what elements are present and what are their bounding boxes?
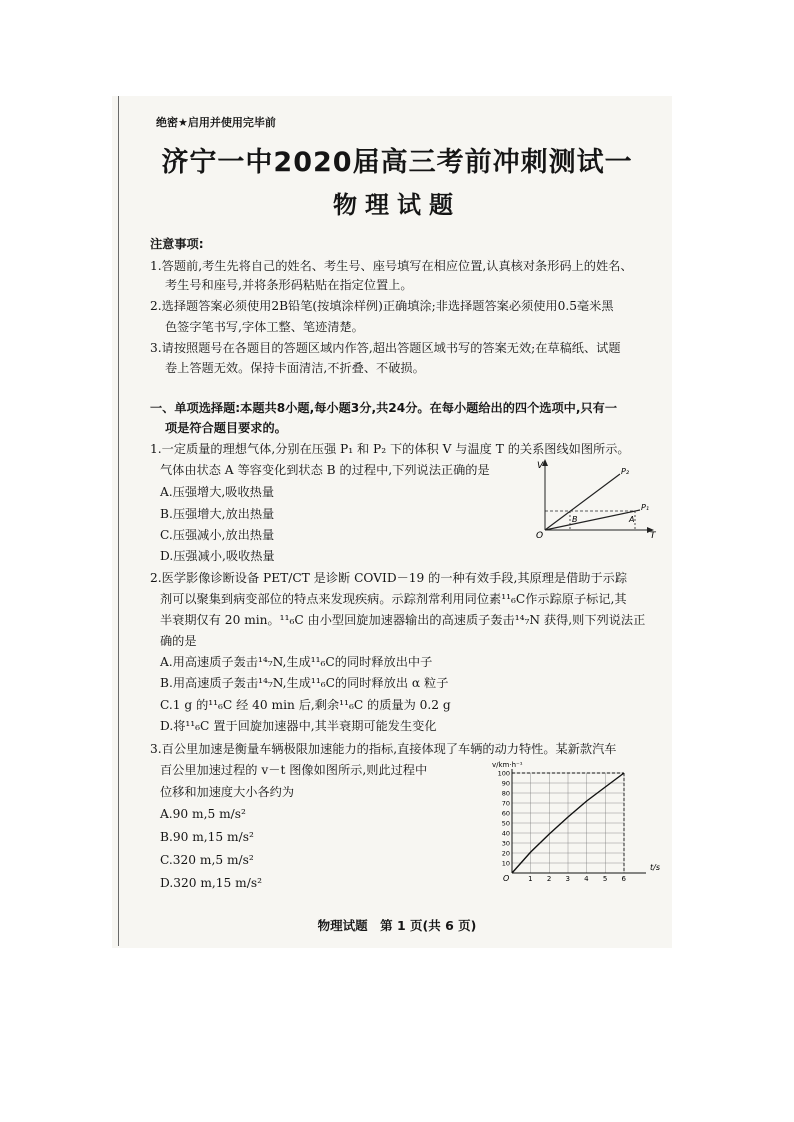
q1-label-b: B xyxy=(572,515,578,524)
q3-option: C.320 m,5 m/s² xyxy=(160,853,254,867)
secret-label: 绝密★启用并使用完毕前 xyxy=(156,116,276,129)
q2-option: B.用高速质子轰击¹⁴₇N,生成¹¹₆C的同时释放出 α 粒子 xyxy=(160,676,449,690)
q1-label-o: O xyxy=(536,531,544,540)
chart-origin-label: O xyxy=(503,874,510,883)
chart-x-tick-label: 1 xyxy=(528,875,533,883)
chart-y-tick-label: 70 xyxy=(501,799,510,808)
chart-y-tick-label: 40 xyxy=(501,829,510,838)
q1-label-p1: P₁ xyxy=(641,503,650,512)
chart-y-tick-label: 60 xyxy=(501,809,510,818)
q3-vt-chart xyxy=(490,760,666,885)
q2-option: D.将¹¹₆C 置于回旋加速器中,其半衰期可能发生变化 xyxy=(160,719,437,733)
q1-vt-graph xyxy=(535,458,660,540)
chart-y-tick-label: 80 xyxy=(501,789,510,798)
q1-label-t: T xyxy=(650,531,656,540)
q1-label-p2: P₂ xyxy=(621,467,630,476)
chart-x-tick-label: 3 xyxy=(565,875,570,883)
notice-line: 3.请按照题号在各题目的答题区域内作答,超出答题区域书写的答案无效;在草稿纸、试题 xyxy=(150,341,621,355)
chart-y-tick-label: 50 xyxy=(501,819,510,828)
page-edge-line xyxy=(118,96,119,946)
q1-option: D.压强减小,吸收热量 xyxy=(160,549,275,563)
notice-line: 2.选择题答案必须使用2B铅笔(按填涂样例)正确填涂;非选择题答案必须使用0.5毫米黑 xyxy=(150,299,614,313)
q1-option: A.压强增大,吸收热量 xyxy=(160,485,275,499)
q1-option: B.压强增大,放出热量 xyxy=(160,507,275,521)
q1-label-a: A xyxy=(629,515,635,524)
chart-x-label: t/s xyxy=(650,863,660,872)
chart-y-label: v/km·h⁻¹ xyxy=(492,761,523,769)
notice-line: 卷上答题无效。保持卡面清洁,不折叠、不破损。 xyxy=(165,361,425,375)
notice-line: 考生号和座号,并将条形码粘贴在指定位置上。 xyxy=(165,278,413,292)
q2-option: A.用高速质子轰击¹⁴₇N,生成¹¹₆C的同时释放出中子 xyxy=(160,655,433,669)
q2-option: C.1 g 的¹¹₆C 经 40 min 后,剩余¹¹₆C 的质量为 0.2 g xyxy=(160,698,451,712)
chart-x-tick-label: 6 xyxy=(621,875,626,883)
q1-stem: 气体由状态 A 等容变化到状态 B 的过程中,下列说法正确的是 xyxy=(160,463,490,477)
q2-stem: 剂可以聚集到病变部位的特点来发现疾病。示踪剂常利用同位素¹¹₆C作示踪原子标记,其 xyxy=(160,592,627,606)
notice-heading: 注意事项: xyxy=(150,237,204,251)
q3-stem: 3.百公里加速是衡量车辆极限加速能力的指标,直接体现了车辆的动力特性。某新款汽车 xyxy=(150,742,617,756)
q3-stem: 位移和加速度大小各约为 xyxy=(160,785,295,799)
q3-option: D.320 m,15 m/s² xyxy=(160,876,262,890)
chart-x-tick-label: 5 xyxy=(602,875,608,883)
q3-stem: 百公里加速过程的 v－t 图像如图所示,则此过程中 xyxy=(160,763,428,777)
section-heading: 项是符合题目要求的。 xyxy=(165,421,287,435)
chart-x-tick-label: 2 xyxy=(546,875,552,883)
notice-line: 色签字笔书写,字体工整、笔迹清楚。 xyxy=(165,320,364,334)
exam-title: 济宁一中2020届高三考前冲刺测试一 xyxy=(161,147,633,178)
q1-option: C.压强减小,放出热量 xyxy=(160,528,275,542)
chart-y-tick-label: 10 xyxy=(501,859,510,868)
notice-line: 1.答题前,考生先将自己的姓名、考生号、座号填写在相应位置,认真核对条形码上的姓名、 xyxy=(150,259,633,273)
q2-stem: 2.医学影像诊断设备 PET/CT 是诊断 COVID－19 的一种有效手段,其原理是借助于示踪 xyxy=(150,571,628,585)
page-footer: 物理试题 第 1 页(共 6 页) xyxy=(317,918,477,933)
section-heading: 一、单项选择题:本题共8小题,每小题3分,共24分。在每小题给出的四个选项中,只有一 xyxy=(150,401,618,415)
q1-stem: 1.一定质量的理想气体,分别在压强 P₁ 和 P₂ 下的体积 V 与温度 T 的关系图线如图所示。 xyxy=(150,442,630,456)
chart-y-tick-label: 20 xyxy=(501,849,510,858)
q3-option: A.90 m,5 m/s² xyxy=(160,807,246,821)
chart-y-tick-label: 100 xyxy=(497,769,510,778)
q1-label-v: V xyxy=(537,461,544,471)
exam-subtitle: 物理试题 xyxy=(333,191,461,219)
q3-option: B.90 m,15 m/s² xyxy=(160,830,254,844)
q2-stem: 半衰期仅有 20 min。¹¹₆C 由小型回旋加速器输出的高速质子轰击¹⁴₇N 获得,则下列说法正 xyxy=(160,613,646,627)
q2-stem: 确的是 xyxy=(160,634,197,648)
chart-y-tick-label: 30 xyxy=(501,839,510,848)
chart-grid xyxy=(512,773,624,873)
chart-x-tick-label: 4 xyxy=(584,875,589,883)
chart-y-tick-label: 90 xyxy=(501,779,510,788)
chart-ticks xyxy=(498,770,627,884)
